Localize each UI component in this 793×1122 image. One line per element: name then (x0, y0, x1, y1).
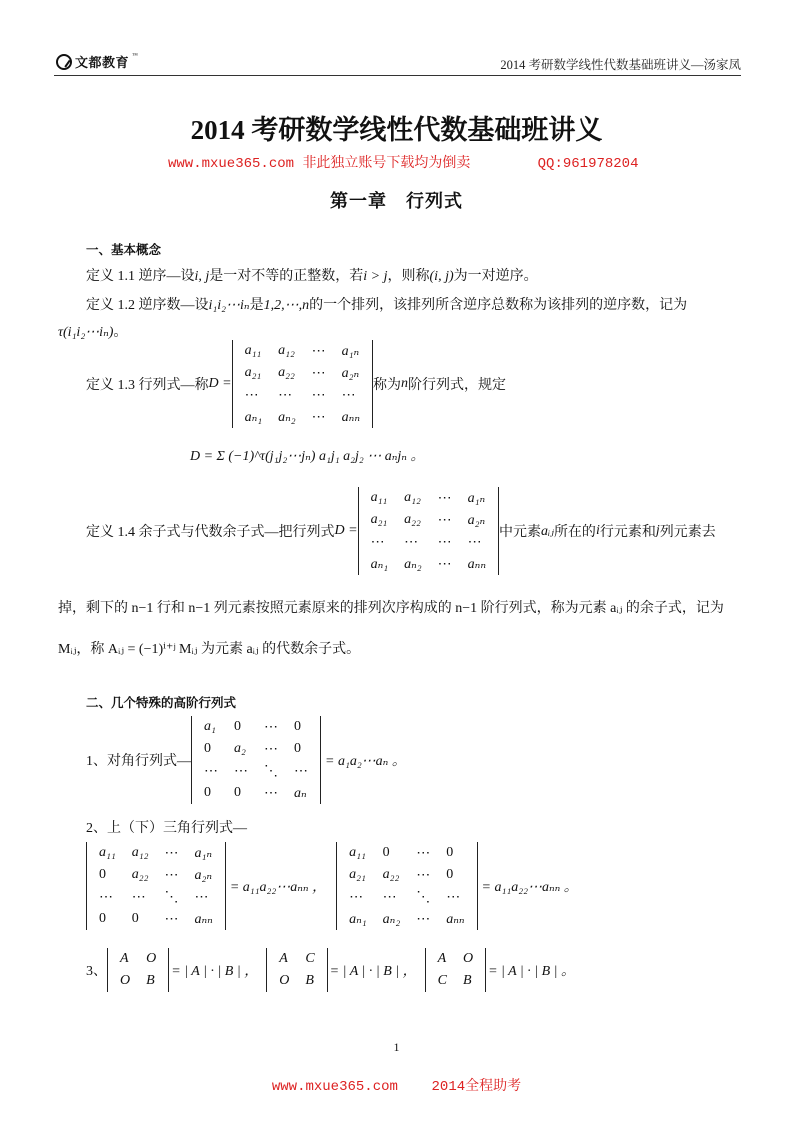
definition-1-2 (86, 294, 687, 314)
definition-1-2-cont (58, 321, 127, 341)
def-text: 。 (113, 325, 128, 340)
running-header: 2014 考研数学线性代数基础班讲义—汤家凤 (500, 58, 741, 72)
upper-triangular-determinant: a₁₁ a₁₂ ⋯ a₁ₙ 0 a₂₂ ⋯ a₂ₙ ⋯ ⋯ ⋱ ⋯ 0 0 ⋯ aₙₙ (86, 842, 226, 930)
def-text: ，则称 (387, 269, 430, 284)
math: i, j (194, 269, 210, 284)
def-text: 的一个排列，该排列所含逆序总数称为该排列的逆序数，记为 (309, 298, 688, 313)
math-result: = a₁a₂⋯aₙ 。 (325, 754, 406, 769)
math-result: = | A | · | B | ， (171, 964, 259, 979)
def-text: 为一对逆序。 (453, 269, 538, 284)
publisher-logo (56, 52, 138, 71)
item-triangular (86, 842, 578, 930)
def-label: 定义 1.4 (86, 525, 135, 540)
chapter-title: 第一章 行列式 (330, 191, 463, 212)
def-text: 余子式与代数余子式—把行列式 (138, 525, 335, 540)
trademark: ™ (132, 52, 138, 59)
math-result: = a₁₁a₂₂⋯aₙₙ ， (229, 880, 327, 895)
def-text: 称为 (373, 378, 402, 393)
logo-text: 文都教育 (75, 56, 130, 71)
header-divider (54, 75, 741, 76)
item-diagonal (86, 716, 406, 804)
logo-icon (56, 54, 72, 70)
math: D = (334, 523, 358, 538)
def-text: 是一对不等的正整数，若 (209, 269, 364, 284)
watermark-qq: QQ:961978204 (537, 156, 639, 172)
math: j (655, 523, 660, 538)
math: (i, j) (429, 269, 454, 284)
def-text: 阶行列式，规定 (408, 378, 507, 393)
footer-url[interactable]: www.mxue365.com (271, 1079, 398, 1095)
item-label: 1、对角行列式— (86, 754, 191, 769)
watermark-bottom (0, 1075, 793, 1095)
section-heading-basic: 一、基本概念 (86, 242, 162, 257)
block-determinant-3: A O C B (425, 948, 486, 992)
watermark-top (168, 152, 638, 172)
determinant-matrix: a₁₁ a₁₂ ⋯ a₁ₙ a₂₁ a₂₂ ⋯ a₂ₙ ⋯ ⋯ ⋯ ⋯ aₙ₁ aₙ₂ ⋯ aₙₙ (358, 487, 499, 575)
def-text: 逆序数—设 (138, 298, 209, 313)
math: τ(i₁i₂⋯iₙ) (58, 325, 114, 340)
math: 1,2,⋯,n (263, 298, 310, 313)
def-text: 行列式—称 (138, 378, 209, 393)
math-result: = a₁₁a₂₂⋯aₙₙ 。 (481, 880, 578, 895)
definition-1-4-line2: 掉，剩下的 n−1 行和 n−1 列元素按照元素原来的排列次序构成的 n−1 阶行列式，称为元素 aᵢⱼ 的余子式，记为 (58, 601, 724, 616)
def-text: 行元素和 (599, 525, 656, 540)
definition-1-4 (86, 487, 716, 575)
math-result: = | A | · | B | 。 (488, 964, 576, 979)
definition-1-1 (86, 265, 538, 285)
def-label: 定义 1.1 (86, 269, 135, 284)
item-triangular-label: 2、上（下）三角行列式— (86, 821, 247, 836)
definition-1-4-line3: Mᵢⱼ，称 Aᵢⱼ = (−1)ⁱ⁺ʲ Mᵢⱼ 为元素 aᵢⱼ 的代数余子式。 (58, 642, 361, 657)
document-title: 2014 考研数学线性代数基础班讲义 (190, 115, 603, 145)
math-formula: D = Σ (−1)^τ(j₁j₂⋯jₙ) a₁j₁ a₂j₂ ⋯ aₙjₙ 。 (190, 449, 425, 464)
math: aᵢⱼ (541, 523, 554, 539)
def-text: 所在的 (553, 525, 596, 540)
math: D = (208, 376, 232, 391)
def-text: 是 (249, 298, 264, 313)
watermark-url[interactable]: www.mxue365.com (168, 156, 295, 172)
math: i₁i₂⋯iₙ (208, 298, 250, 313)
def-text: 逆序—设 (138, 269, 195, 284)
def-text: 中元素 (499, 525, 542, 540)
def-label: 定义 1.2 (86, 298, 135, 313)
math: n (401, 376, 409, 391)
def-text: 列元素去 (659, 525, 716, 540)
determinant-matrix: a₁₁ a₁₂ ⋯ a₁ₙ a₂₁ a₂₂ ⋯ a₂ₙ ⋯ ⋯ ⋯ ⋯ aₙ₁ aₙ₂ ⋯ aₙₙ (232, 340, 373, 428)
math: i (595, 523, 600, 538)
watermark-text: 非此独立账号下载均为倒卖 (302, 156, 471, 172)
lower-triangular-determinant: a₁₁ 0 ⋯ 0 a₂₁ a₂₂ ⋯ 0 ⋯ ⋯ ⋱ ⋯ aₙ₁ aₙ₂ ⋯ aₙₙ (336, 842, 477, 930)
item-label: 3、 (86, 964, 107, 979)
determinant-formula (190, 445, 424, 465)
def-label: 定义 1.3 (86, 378, 135, 393)
block-determinant-2: A C O B (266, 948, 327, 992)
item-block (86, 948, 575, 992)
page-number: 1 (393, 1040, 400, 1054)
math-result: = | A | · | B | ， (329, 964, 417, 979)
definition-1-3 (86, 340, 506, 428)
math: i > j (363, 269, 388, 284)
footer-text: 2014全程助考 (431, 1079, 522, 1095)
section-heading-special: 二、几个特殊的高阶行列式 (86, 695, 237, 710)
block-determinant-1: A O O B (107, 948, 169, 992)
diagonal-determinant: a₁ 0 ⋯ 0 0 a₂ ⋯ 0 ⋯ ⋯ ⋱ ⋯ 0 0 ⋯ aₙ (191, 716, 321, 804)
